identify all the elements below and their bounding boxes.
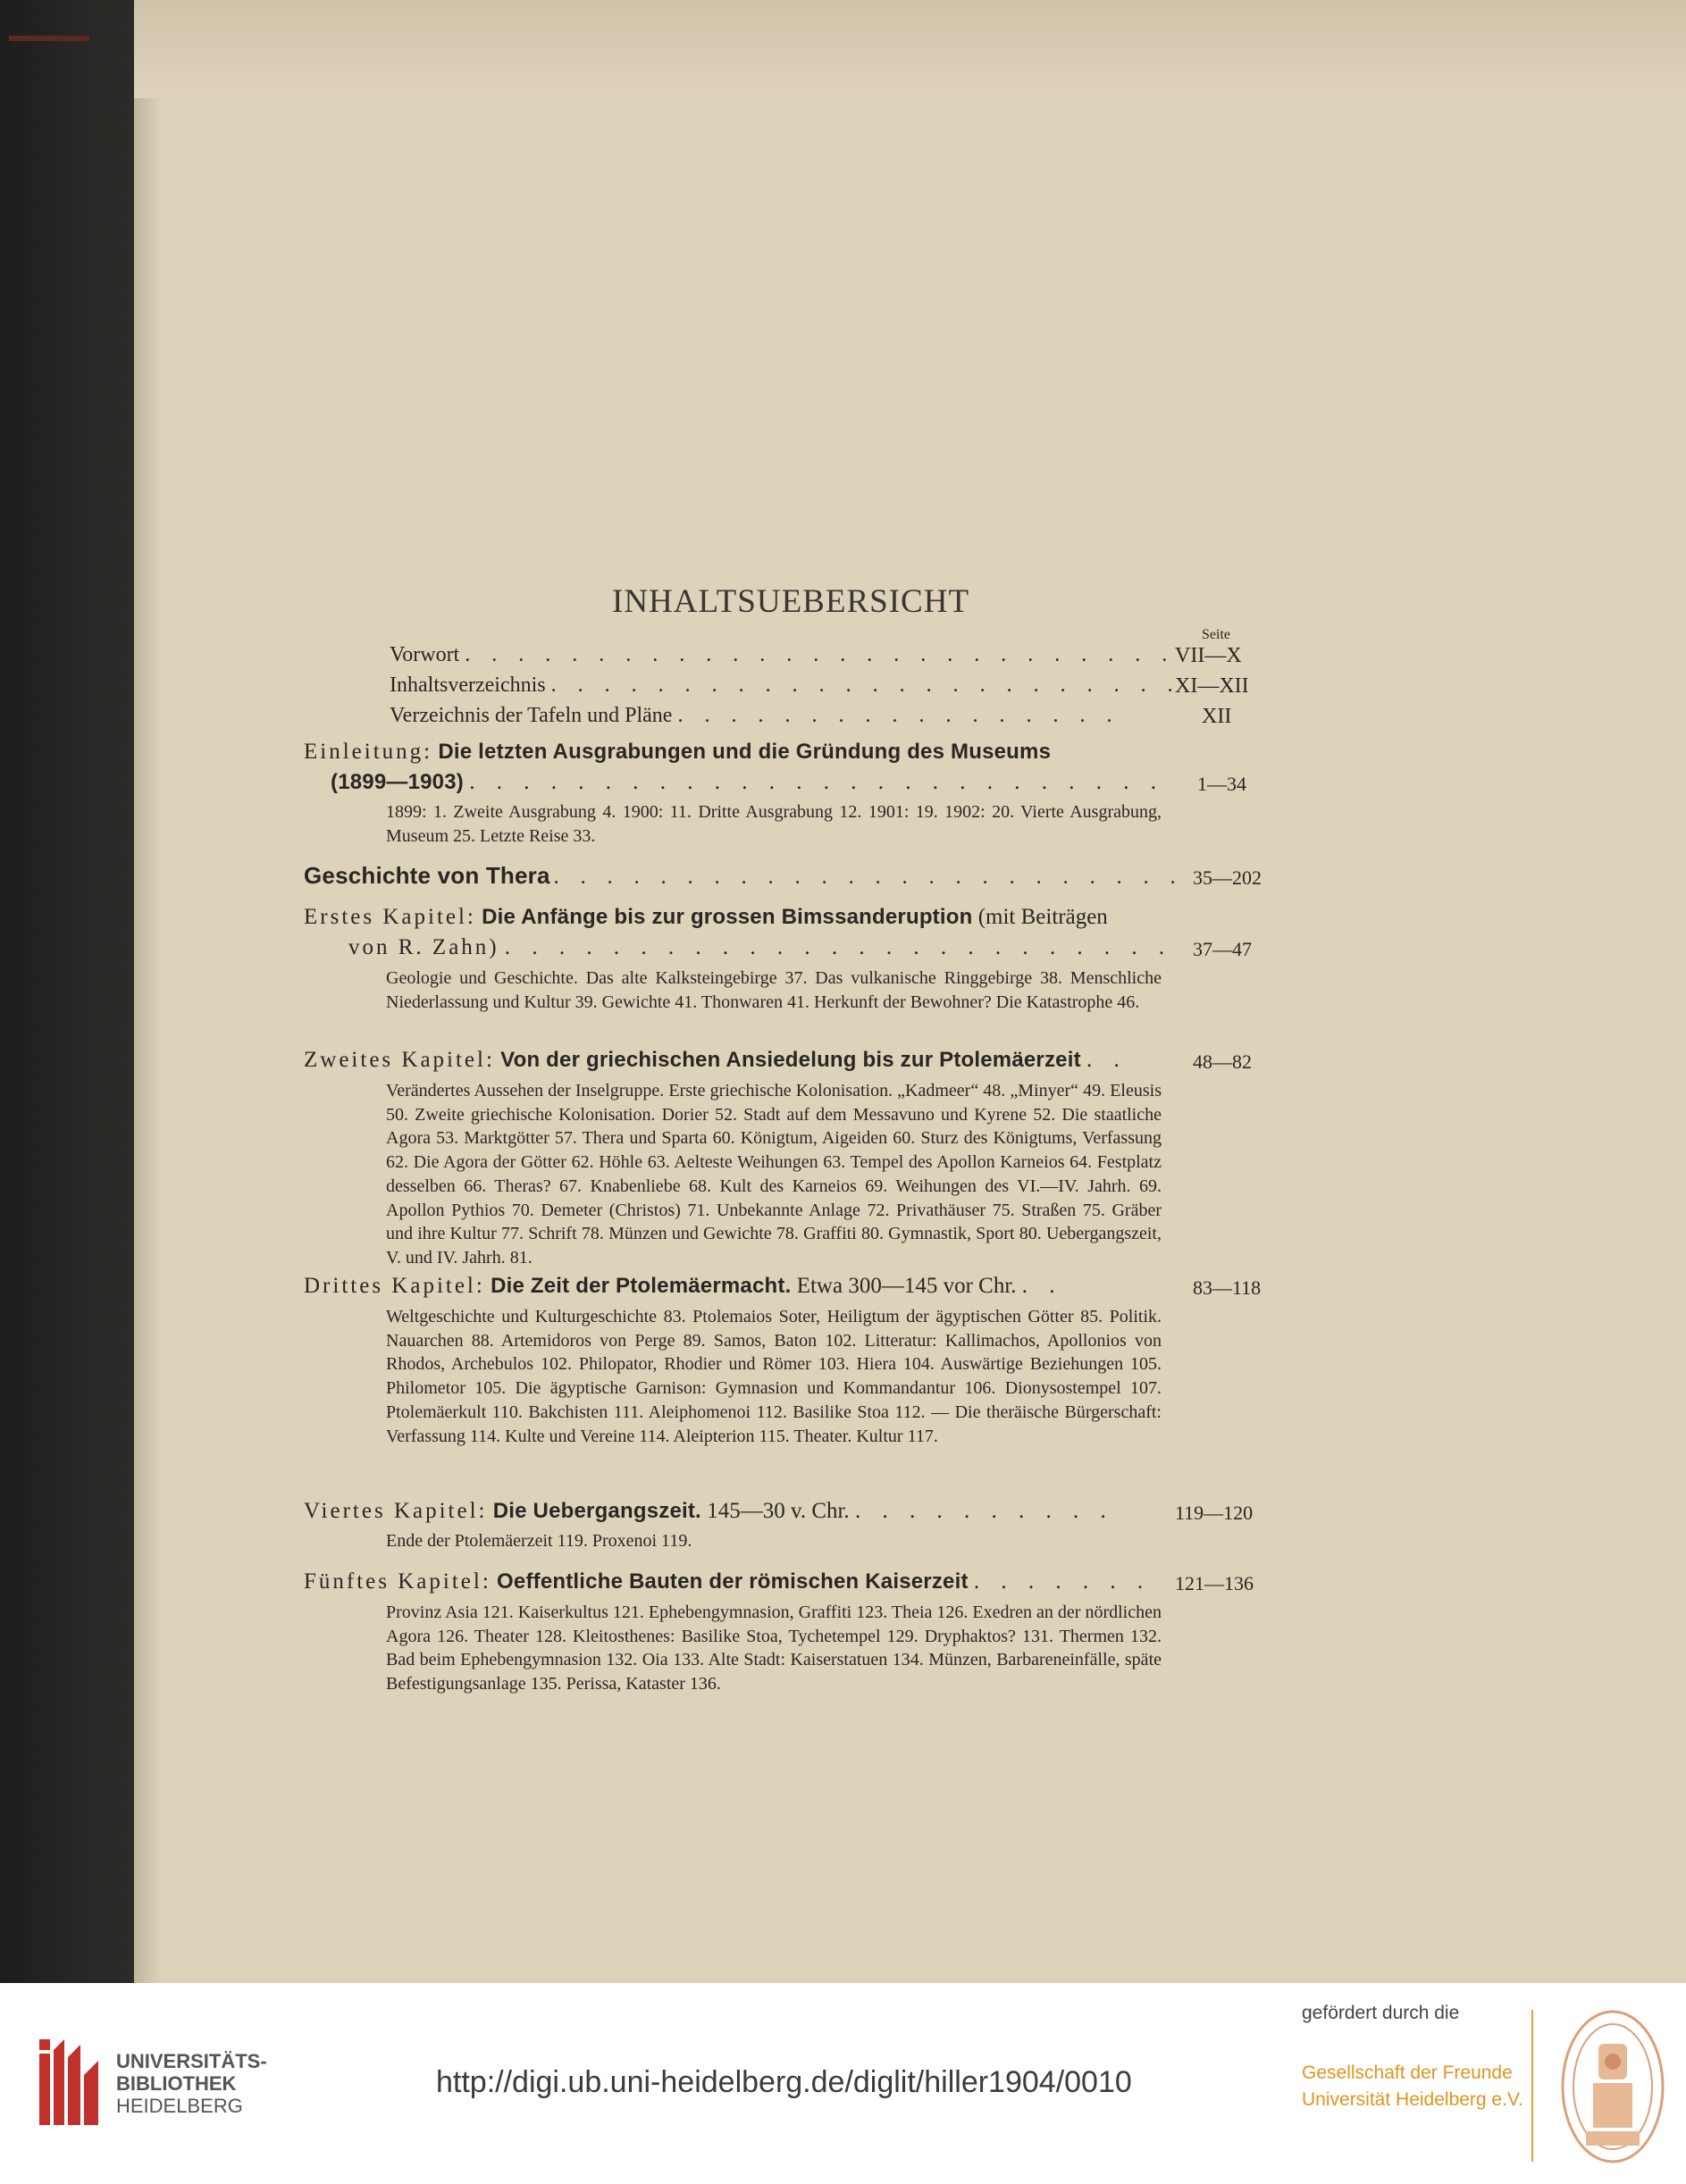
leader-dots: . . . . . . . . . . . . . . . . . — [677, 704, 1120, 727]
library-name-line2: BIBLIOTHEK — [116, 2072, 237, 2095]
chapter-title: Die Zeit der Ptolemäermacht. — [491, 1274, 792, 1298]
leader-dots: . . . . . . . . . . . . . . . . . . . . . . . . . — [504, 935, 1173, 959]
leader-dots: . . . . . . . . . . . . . . . . . . . . . . . . — [550, 674, 1181, 697]
chapter-title: Die Anfänge bis zur grossen Bimssanderuption — [482, 905, 973, 929]
page-range: VII—X — [1175, 644, 1242, 667]
leader-dots: . . — [1021, 1274, 1063, 1298]
chapter-summary: Geologie und Geschichte. Das alte Kalksteingebirge 37. Das vulkanische Ringgebirge 38. Menschliche Niederlassung und Kultur 39. Gewichte 41. Thonwaren 41. Herkunft der Bewohner? Die Katastrophe 46. — [386, 968, 1162, 1012]
page-range: 1—34 — [1197, 773, 1246, 795]
page-gutter-shadow — [134, 0, 161, 1983]
permalink-url[interactable]: http://digi.ub.uni-heidelberg.de/diglit/hiller1904/0010 — [436, 2065, 1132, 2099]
toc-entry-chapter-4 — [304, 1499, 1114, 1524]
cover-binding — [9, 36, 89, 41]
ub-heidelberg-logo-icon — [36, 2032, 107, 2130]
page-range: XII — [1202, 705, 1232, 728]
chapter-prefix: Drittes Kapitel: — [304, 1274, 485, 1298]
chapter-summary: 1899: 1. Zweite Ausgrabung 4. 1900: 11. Dritte Ausgrabung 12. 1901: 19. 1902: 20. Vierte Ausgrabung, Museum 25. Letzte Reise 33. — [386, 802, 1162, 846]
leader-dots: . . — [1086, 1048, 1128, 1072]
leader-dots: . . . . . . . . . . — [854, 1499, 1114, 1523]
chapter-1-line2 — [348, 935, 1172, 960]
library-name-line3: HEIDELBERG — [116, 2095, 243, 2117]
toc-entry-chapter-5 — [304, 1569, 1151, 1594]
leader-dots: . . . . . . . . . . . . . . . . . . . . . . . . . . . — [465, 643, 1176, 666]
toc-entry-vorwort — [390, 643, 1175, 667]
toc-entry-chapter-3 — [304, 1274, 1063, 1299]
page-range: XI—XII — [1175, 674, 1249, 698]
einleitung-title-line2 — [331, 770, 1164, 795]
footer-divider — [1531, 2010, 1533, 2162]
page-range: 119—120 — [1175, 1502, 1254, 1524]
page-top-shadow — [134, 0, 1686, 98]
digitization-footer — [0, 1983, 1686, 2184]
chapter-title: Die letzten Ausgrabungen und die Gründung des Museums — [438, 740, 1052, 764]
chapter-summary: Verändertes Aussehen der Inselgruppe. Erste griechische Kolonisation. „Kadmeer“ 48. „Minyer“ 49. Eleusis 50. Zweite griechische Kolonisation. Dorier 52. Stadt auf dem Messavuno und Kyrene 52. Die staatliche Agora 53. Marktgötter 57. Thera und Sparta 60. Königtum, Aigeiden 60. Sturz des Königtums, Verfassung 62. Die Agora der Götter 62. Höhle 63. Aelteste Weihungen 63. Tempel des Apollon Karneios 64. Festplatz desselben 66. Theras? 67. Knabenliebe 68. Kult des Karneios 69. Weihungen des VI.—IV. Jahrh. 69. Apollon Pythios 70. Demeter (Christos) 71. Unbekannte Anlage 72. Privathäuser 75. Straßen 75. Gräber und ihre Kultur 77. Schrift 78. Münzen und Gewichte 78. Graffiti 80. Gymnastik, Sport 80. Uebergangszeit, V. und IV. Jahrh. 81. — [386, 1081, 1162, 1268]
toc-part-geschichte — [304, 862, 1184, 890]
sponsor-label: gefördert durch die — [1302, 2003, 1460, 2023]
sponsor-name — [1302, 2060, 1523, 2113]
leader-dots: . . . . . . . — [973, 1569, 1152, 1594]
toc-entry-inhaltsverzeichnis — [390, 674, 1181, 698]
library-name-line1: UNIVERSITÄTS- — [116, 2050, 267, 2072]
entry-label: Vorwort — [390, 643, 460, 666]
toc-entry-chapter-2 — [304, 1048, 1128, 1073]
chapter-title: Oeffentliche Bauten der römischen Kaiserzeit — [497, 1569, 969, 1594]
chapter-title: Die Uebergangszeit. — [492, 1499, 701, 1523]
chapter-note: (mit Beiträgen — [977, 905, 1108, 929]
library-name — [116, 2050, 267, 2117]
chapter-summary: Ende der Ptolemäerzeit 119. Proxenoi 119. — [386, 1531, 692, 1551]
chapter-prefix: Erstes Kapitel: — [304, 905, 476, 929]
chapter-prefix: Zweites Kapitel: — [304, 1048, 495, 1072]
university-seal-icon — [1559, 2008, 1666, 2164]
chapter-note: Etwa 300—145 vor Chr. — [796, 1274, 1017, 1298]
chapter-note: 145—30 v. Chr. — [707, 1499, 850, 1523]
toc-entry-verzeichnis — [390, 704, 1120, 728]
chapter-prefix: Einleitung: — [304, 740, 433, 764]
page-title: INHALTSUEBERSICHT — [612, 583, 970, 620]
page-range: 48—82 — [1193, 1050, 1252, 1073]
page-range: 37—47 — [1193, 938, 1252, 960]
chapter-prefix: Viertes Kapitel: — [304, 1499, 488, 1523]
toc-entry-einleitung — [304, 740, 1051, 765]
sponsor-name-line1: Gesellschaft der Freunde — [1302, 2063, 1513, 2083]
sponsor-name-line2: Universität Heidelberg e.V. — [1302, 2089, 1523, 2110]
entry-label: Verzeichnis der Tafeln und Pläne — [390, 704, 673, 727]
entry-label: Inhaltsverzeichnis — [390, 674, 546, 697]
chapter-summary: Weltgeschichte und Kulturgeschichte 83. Ptolemaios Soter, Heiligtum der ägyptischen Götter 85. Politik. Nauarchen 88. Artemidoros von Perge 89. Samos, Baton 102. Litteratur: Kallimachos, Apollonios von Rhodos, Archebulos 102. Philopator, Rhodier und Römer 103. Hiera 104. Auswärtige Beziehungen 105. Philometor 105. Die ägyptische Garnison: Gymnasion und Kommandantur 106. Dionysostempel 107. Ptolemäerkult 110. Bakchisten 111. Aleiphomenoi 112. Basilike Stoa 112. — Die theräische Bürgerschaft: Verfassung 114. Kulte und Vereine 114. Aleipterion 115. Theater. Kultur 117. — [386, 1307, 1162, 1446]
chapter-summary: Provinz Asia 121. Kaiserkultus 121. Ephebengymnasion, Graffiti 123. Theia 126. Exedren an der nördlichen Agora 126. Theater 128. Kleitosthenes: Basilike Stoa, Tychetempel 129. Dryphaktos? 131. Thermen 132. Bad beim Ephebengymnasion 132. Oia 133. Alte Stadt: Kaiserstatuen 134. Münzen, Barbareneinfälle, späte Befestigungsanlage 135. Perissa, Kataster 136. — [386, 1602, 1162, 1694]
part-title: Geschichte von Thera — [304, 862, 550, 889]
page-range: 83—118 — [1193, 1276, 1262, 1299]
chapter-prefix: Fünftes Kapitel: — [304, 1569, 491, 1594]
toc-entry-chapter-1 — [304, 905, 1108, 930]
leader-dots: . . . . . . . . . . . . . . . . . . . . . . . . . . — [469, 770, 1164, 794]
leader-dots: . . . . . . . . . . . . . . . . . . . . . . . . — [553, 866, 1184, 889]
chapter-note-cont: von R. Zahn) — [348, 935, 499, 959]
chapter-title: Von der griechischen Ansiedelung bis zur Ptolemäerzeit — [500, 1048, 1081, 1072]
page-range: 35—202 — [1193, 866, 1262, 889]
chapter-title-cont: (1899—1903) — [331, 770, 464, 794]
book-cover-edge — [0, 0, 134, 1983]
seite-column-label: Seite — [1202, 627, 1230, 642]
page-range: 121—136 — [1175, 1572, 1254, 1594]
